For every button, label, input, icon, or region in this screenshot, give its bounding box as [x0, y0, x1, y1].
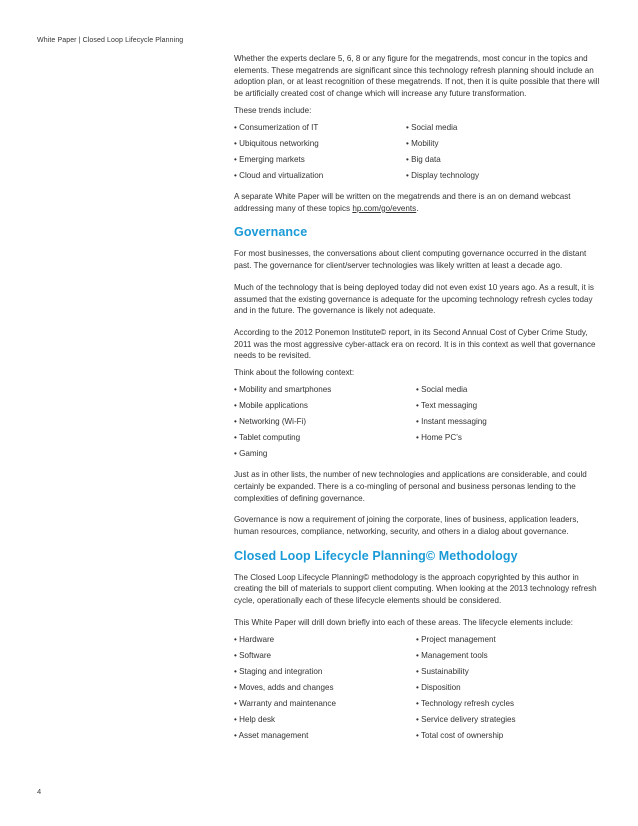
- list-item: • Tablet computing: [234, 432, 416, 444]
- governance-paragraph-1: For most businesses, the conversations about client computing governance occurred in the distant past. The governance for client/server technologies was likely written at least a decade ago.: [234, 249, 587, 271]
- list-item: • Hardware: [234, 634, 416, 646]
- events-link[interactable]: hp.com/go/events: [352, 203, 417, 213]
- page-number: 4: [37, 787, 42, 796]
- list-item: • Management tools: [416, 650, 596, 662]
- list-item: • Warranty and maintenance: [234, 698, 416, 710]
- main-content: [234, 53, 604, 751]
- list-item: • Sustainability: [416, 666, 596, 678]
- governance-paragraph-2: Much of the technology that is being deployed today did not even exist 10 years ago. As a result, it is assumed that the existing governance is adequate for the upcoming technology refresh cycles today and in the future. The governance is likely not adequate.: [234, 282, 594, 316]
- list-item: • Social media: [416, 384, 596, 396]
- trends-lead: These trends include:: [234, 105, 312, 115]
- list-item: • Technology refresh cycles: [416, 698, 596, 710]
- context-list: [234, 384, 604, 460]
- running-header: White Paper | Closed Loop Lifecycle Planning: [37, 37, 184, 44]
- list-item: • Help desk: [234, 714, 416, 726]
- intro-paragraph: Whether the experts declare 5, 6, 8 or any figure for the megatrends, most concur in the topics and elements. These megatrends are significant since this technology refresh planning should include an adoption plan, or at least recognition of these megatrends. If not, then it is quite possible that there will be artificially created cost of change which will increase any future transformation.: [234, 54, 600, 99]
- list-item: • Ubiquitous networking: [234, 138, 406, 150]
- list-item: • Asset management: [234, 730, 416, 742]
- list-item: • Staging and integration: [234, 666, 416, 678]
- trends-list: [234, 122, 604, 182]
- list-item: • Software: [234, 650, 416, 662]
- lifecycle-elements-list: [234, 634, 604, 742]
- webcast-paragraph: [234, 191, 604, 214]
- governance-heading: Governance: [234, 225, 308, 240]
- list-item: • Home PC’s: [416, 432, 596, 444]
- methodology-paragraph-1: The Closed Loop Lifecycle Planning© methodology is the approach copyrighted by this author in creating the bill of materials to support client computing. When looking at the 2013 technology refresh cycle, operationally each of these lifecycle elements should be considered.: [234, 572, 597, 606]
- list-item: • Consumerization of IT: [234, 122, 406, 134]
- list-item: • Big data: [406, 154, 586, 166]
- methodology-heading: Closed Loop Lifecycle Planning© Methodology: [234, 548, 518, 563]
- list-item: • Moves, adds and changes: [234, 682, 416, 694]
- governance-paragraph-5: Governance is now a requirement of joining the corporate, lines of business, application leaders, human resources, compliance, networking, security, and others in a dialog about governance.: [234, 515, 579, 537]
- list-item: • Emerging markets: [234, 154, 406, 166]
- governance-paragraph-3: According to the 2012 Ponemon Institute© report, in its Second Annual Cost of Cyber Crime Study, 2011 was the most aggressive cyber-attack era on record. It is in this context as well that governance needs to be revisited.: [234, 327, 596, 361]
- governance-paragraph-4: Just as in other lists, the number of new technologies and applications are considerable, and could certainly be expanded. There is a co-mingling of personal and business personas lending to the complexities of defining governance.: [234, 470, 587, 503]
- context-lead: Think about the following context:: [234, 368, 355, 378]
- list-item: • Mobile applications: [234, 400, 416, 412]
- webcast-end: .: [416, 203, 419, 213]
- methodology-paragraph-2: This White Paper will drill down briefly into each of these areas. The lifecycle elements include:: [234, 617, 574, 627]
- list-item: • Service delivery strategies: [416, 714, 596, 726]
- list-item: • Cloud and virtualization: [234, 170, 406, 182]
- list-item: • Networking (Wi-Fi): [234, 416, 416, 428]
- list-item: • Instant messaging: [416, 416, 596, 428]
- list-item: • Mobility: [406, 138, 586, 150]
- webcast-text: A separate White Paper will be written on the megatrends and there is an on demand webcast addressing many of these topics: [234, 192, 571, 213]
- list-item: • Display technology: [406, 170, 586, 182]
- list-item: • Project management: [416, 634, 596, 646]
- list-item: • Mobility and smartphones: [234, 384, 416, 396]
- list-item: • Total cost of ownership: [416, 730, 596, 742]
- list-item: • Text messaging: [416, 400, 596, 412]
- list-item: • Social media: [406, 122, 586, 134]
- list-item: • Disposition: [416, 682, 596, 694]
- list-item: • Gaming: [234, 448, 416, 460]
